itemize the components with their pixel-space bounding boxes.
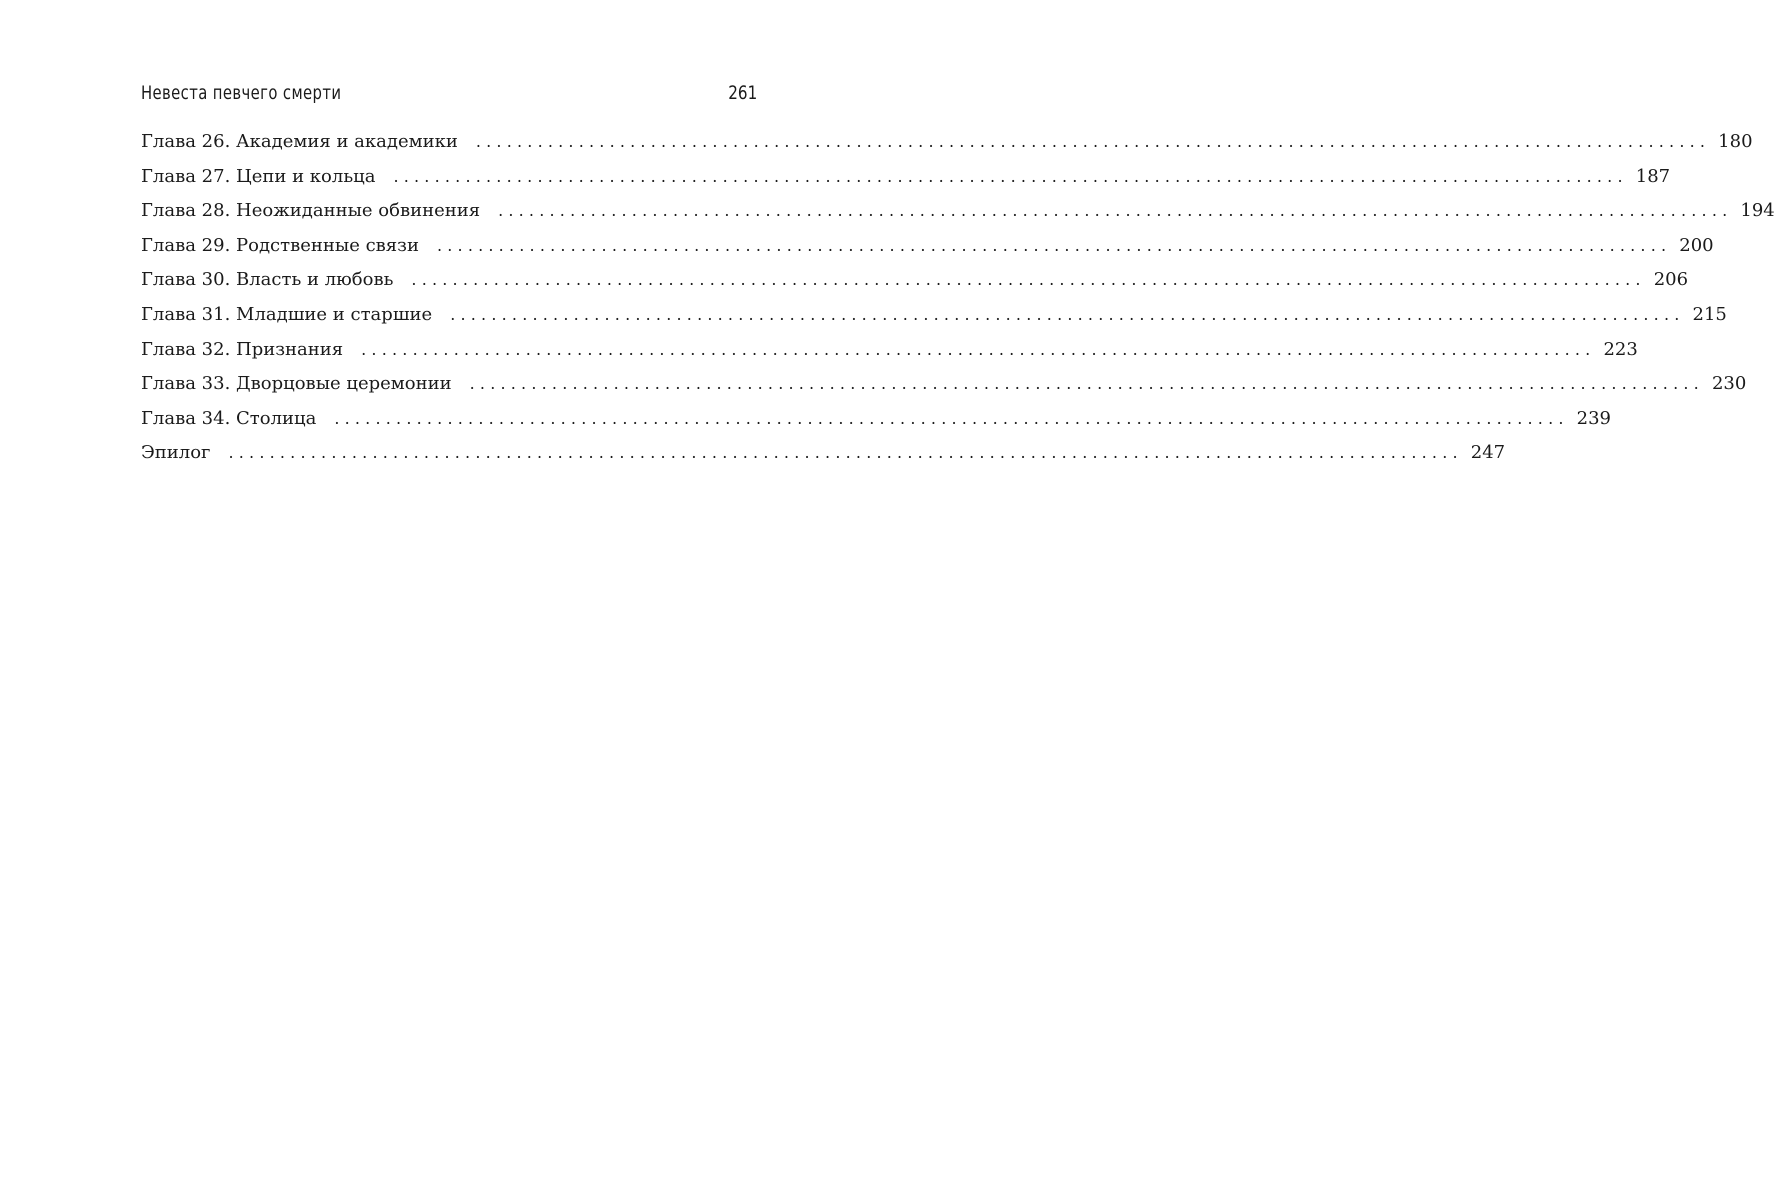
toc-entry-title: Глава 31. Младшие и старшие	[141, 303, 433, 325]
toc-entry-chapter-29	[141, 234, 1714, 270]
toc-entry-title: Глава 32. Признания	[141, 338, 344, 360]
toc-entry-title: Глава 27. Цепи и кольца	[141, 165, 376, 187]
dot-leader: ........................................................................................................................	[411, 270, 1646, 290]
toc-entry-title: Глава 30. Власть и любовь	[141, 269, 394, 291]
toc-entry-page: 187	[1635, 165, 1671, 187]
dot-leader: ........................................................................................................................	[469, 374, 1704, 394]
toc-entry-page: 215	[1692, 303, 1727, 325]
toc-entry-title: Глава 26. Академия и академики	[141, 131, 458, 152]
toc-entry-title: Эпилог	[141, 442, 211, 464]
toc-entry-chapter-27	[141, 165, 1671, 201]
toc-entry-chapter-33	[141, 373, 1747, 408]
dot-leader: ........................................................................................................................	[436, 235, 1672, 255]
toc-entry-chapter-34	[141, 407, 1611, 443]
toc-entry-chapter-31	[141, 303, 1727, 339]
toc-entry-page: 200	[1679, 234, 1714, 256]
dot-leader: ........................................................................................................................	[228, 443, 1463, 463]
toc-entry-title: Глава 28. Неожиданные обвинения	[141, 200, 481, 222]
dot-leader: ........................................................................................................................	[450, 304, 1685, 324]
running-head	[141, 82, 757, 112]
toc-entry-page: 239	[1576, 407, 1611, 429]
toc-entry-page: 247	[1470, 442, 1506, 464]
dot-leader: ........................................................................................................................	[393, 166, 1628, 186]
toc-entry-chapter-28	[141, 200, 1775, 235]
toc-entry-page: 194	[1740, 200, 1775, 222]
toc-entry-page: 223	[1603, 338, 1638, 360]
toc-entry-title: Глава 34. Столица	[141, 407, 317, 429]
toc-entry-chapter-30	[141, 269, 1689, 304]
toc-entry-page: 206	[1653, 269, 1689, 291]
toc-entry-page: 180	[1718, 131, 1753, 152]
toc-entry-title: Глава 29. Родственные связи	[141, 234, 419, 256]
toc-entry-title: Глава 33. Дворцовые церемонии	[141, 373, 452, 395]
page-number: 261	[727, 82, 757, 104]
toc-entry-page: 230	[1711, 373, 1747, 395]
dot-leader: ........................................................................................................................	[361, 339, 1596, 359]
book-title: Невеста певчего смерти	[141, 82, 342, 104]
dot-leader: ........................................................................................................................	[498, 201, 1733, 221]
toc-entry-chapter-32	[141, 338, 1638, 374]
toc-entry-chapter-26	[141, 131, 1753, 166]
dot-leader: ........................................................................................................................	[475, 132, 1711, 151]
table-of-contents	[141, 131, 1775, 477]
dot-leader: ........................................................................................................................	[334, 408, 1569, 428]
toc-entry-epilogue	[141, 442, 1506, 477]
